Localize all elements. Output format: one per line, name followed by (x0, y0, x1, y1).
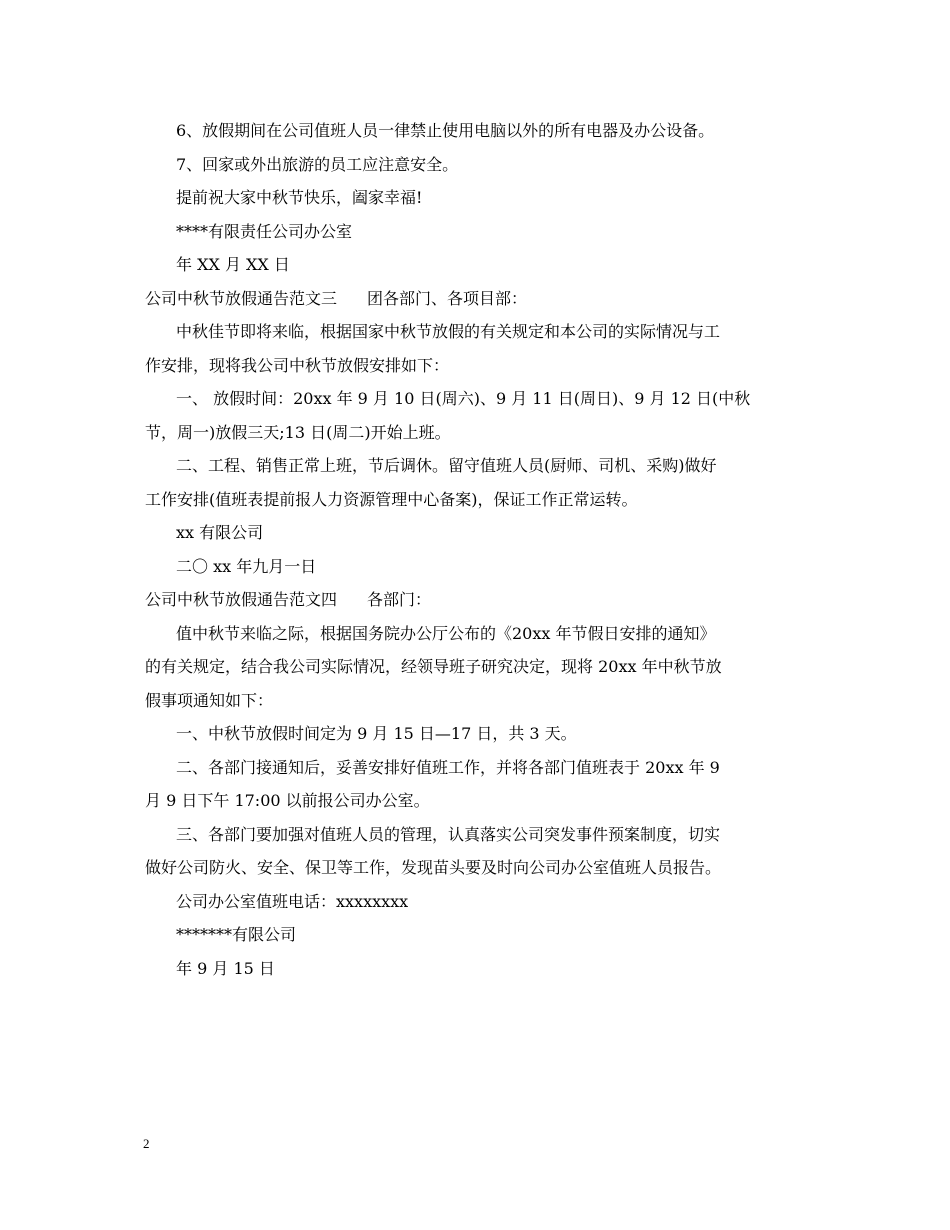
paragraph-line: 二、各部门接通知后，妥善安排好值班工作，并将各部门值班表于 20xx 年 9 (176, 757, 720, 777)
date-line: 二〇 xx 年九月一日 (176, 556, 317, 576)
section-addressee: 团各部门、各项目部： (367, 288, 528, 308)
paragraph-line: 三、各部门要加强对值班人员的管理，认真落实公司突发事件预案制度，切实 (176, 824, 721, 844)
document-body (145, 114, 815, 985)
paragraph-line: 提前祝大家中秋节快乐，阖家幸福! (176, 188, 423, 207)
paragraph-line: 月 9 日下午 17:00 以前报公司办公室。 (145, 791, 430, 810)
date-line: 年 XX 月 XX 日 (176, 255, 290, 274)
section-title: 公司中秋节放假通告范文三 (145, 288, 338, 308)
paragraph-line: 假事项通知如下： (145, 690, 274, 710)
paragraph-line: 一、 放假时间：20xx 年 9 月 10 日(周六)、9 月 11 日(周日)、9 月 12 日(中秋 (176, 389, 751, 408)
paragraph-line: 一、中秋节放假时间定为 9 月 15 日—17 日，共 3 天。 (176, 724, 577, 743)
paragraph-line: 的有关规定，结合我公司实际情况，经领导班子研究决定，现将 20xx 年中秋节放 (145, 657, 722, 676)
section-title: 公司中秋节放假通告范文四 (145, 590, 338, 609)
section-heading (145, 583, 815, 617)
paragraph-line: 二、工程、销售正常上班，节后调休。留守值班人员(厨师、司机、采购)做好 (176, 456, 717, 475)
paragraph-line: 值中秋节来临之际，根据国务院办公厅公布的《20xx 年节假日安排的通知》 (176, 623, 716, 643)
section-heading (145, 282, 815, 316)
signature-line: xx 有限公司 (176, 523, 264, 542)
paragraph-line: 做好公司防火、安全、保卫等工作，发现苗头要及时向公司办公室值班人员报告。 (145, 858, 722, 877)
contact-line: 公司办公室值班电话：xxxxxxxx (176, 891, 409, 911)
paragraph-line: 节，周一)放假三天;13 日(周二)开始上班。 (145, 422, 451, 442)
paragraph-line: 作安排，现将我公司中秋节放假安排如下： (145, 355, 450, 375)
page-number: 2 (143, 1136, 150, 1151)
paragraph-line: 6、放假期间在公司值班人员一律禁止使用电脑以外的所有电器及办公设备。 (176, 121, 715, 140)
paragraph-line: 中秋佳节即将来临，根据国家中秋节放假的有关规定和本公司的实际情况与工 (176, 322, 721, 341)
paragraph-line: 7、回家或外出旅游的员工应注意安全。 (176, 154, 459, 174)
signature-line: ****有限责任公司办公室 (176, 221, 353, 241)
section-addressee: 各部门： (367, 590, 432, 609)
paragraph-line: 工作安排(值班表提前报人力资源管理中心备案)，保证工作正常运转。 (145, 489, 638, 509)
signature-line: *******有限公司 (176, 925, 297, 944)
date-line: 年 9 月 15 日 (176, 958, 275, 978)
